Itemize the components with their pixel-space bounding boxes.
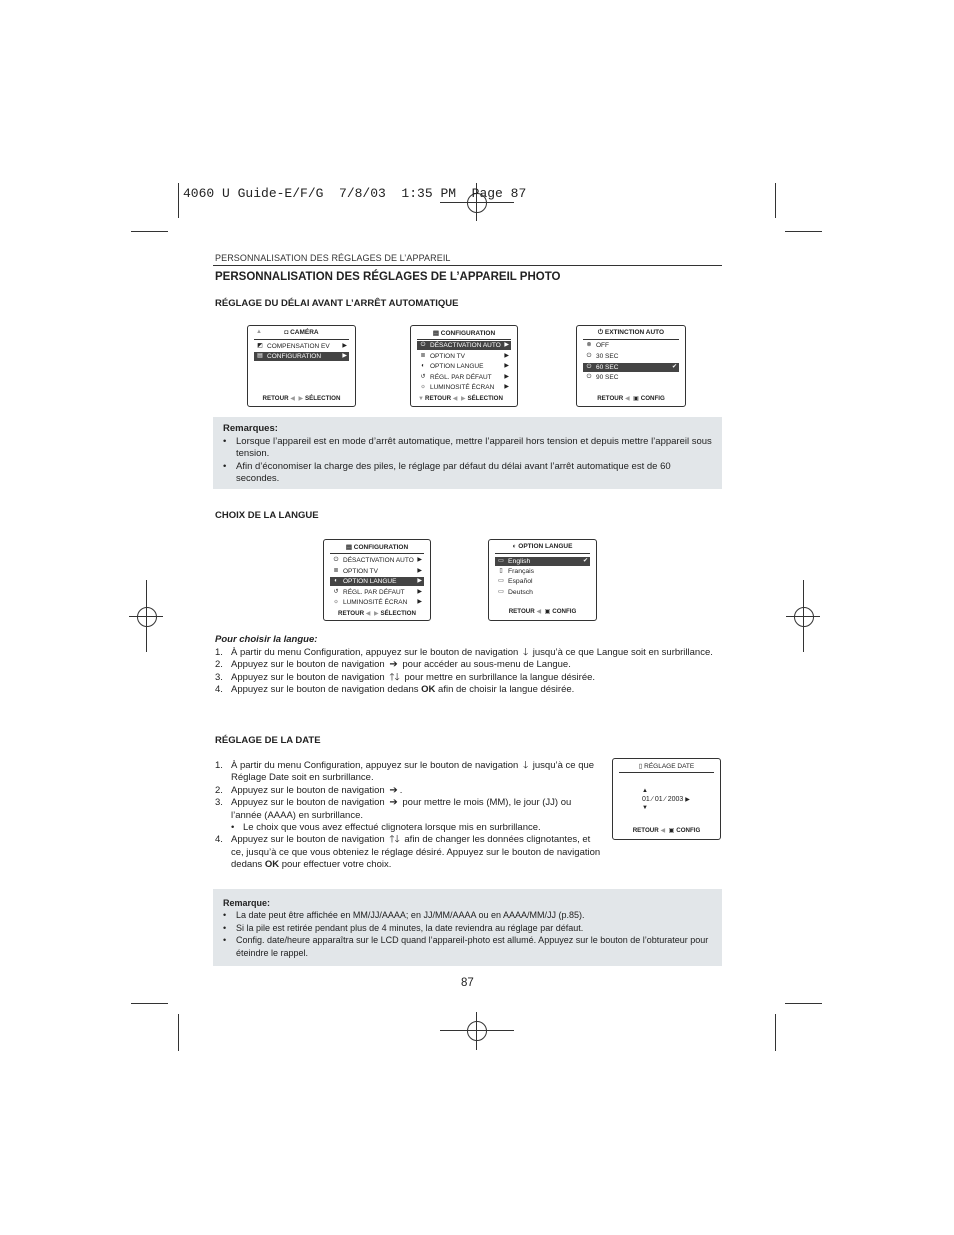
lcd-title-rule [495,553,590,554]
lcd-title: ▯ RÉGLAGE DATE [638,763,695,770]
config-icon: ▣ [544,608,551,615]
config-icon: ▤ [345,544,354,551]
registration-mark [440,202,514,203]
lcd-title-rule [417,339,511,340]
flag-icon: ▯ [499,568,503,574]
note-title: Remarques: [223,423,278,434]
left-arrow-icon: ◀ [365,610,371,617]
lcd-title-rule [254,339,349,340]
section-heading-auto-off: RÉGLAGE DU DÉLAI AVANT L’ARRÊT AUTOMATIQUE [215,298,459,309]
right-arrow-icon: ▶ [342,343,347,349]
step-item: 2. Appuyez sur le bouton de navigation ➔ pour accéder au sous-menu de Langue. [215,659,571,671]
note-item: • La date peut être affichée en MM/JJ/AAAA; en JJ/MM/AAAA ou en AAAA/MM/JJ (p.85). [223,909,712,921]
right-arrow-icon: ▶ [417,599,422,605]
left-arrow-icon: ◀ [452,395,458,402]
right-arrow-icon: ▶ [298,395,304,402]
power-icon: ⏻ [420,342,426,348]
page-number: 87 [461,977,474,989]
step-item: 4. Appuyez sur le bouton de navigation dedans OK afin de choisir la langue désirée. [215,684,575,696]
ev-icon: ◩ [257,343,263,349]
camera-icon: ◘ [284,329,291,336]
printer-slug: 4060 U Guide-E/F/G 7/8/03 1:35 PM Page 87 [183,186,527,201]
calendar-icon: ▯ [638,763,645,770]
lcd-date-setting [612,758,721,840]
note-box-auto-off [213,417,722,489]
lcd-menu-item: ⏻ 90 SEC [586,374,619,381]
flag-icon: ▭ [498,589,504,595]
crop-mark [775,183,776,218]
lcd-title: ⏻ EXTINCTION AUTO [597,329,665,336]
lcd-title-rule [330,553,424,554]
section-heading-date: RÉGLAGE DE LA DATE [215,735,321,746]
running-header: PERSONNALISATION DES RÉGLAGES DE L’APPAREIL [215,253,451,263]
lcd-menu-item: ↺ RÉGL. PAR DÉFAUT ▶ [333,588,422,596]
crop-mark [131,1003,168,1004]
lcd-menu-item-selected: ▤ CONFIGURATION ▶ [254,352,349,361]
crop-mark [785,1003,822,1004]
date-value: 01 ∕ 01 ∕ 2003 ▶ [642,796,690,803]
registration-mark [146,580,147,652]
right-arrow-icon: ▶ [504,363,509,369]
registration-mark [803,580,804,652]
lcd-menu-item: ◩ COMPENSATION EV ▶ [257,343,347,350]
lcd-menu-item: ⏻ DÉSACTIVATION AUTO ▶ [333,557,422,564]
lcd-menu-item: ▭ Deutsch [498,589,533,596]
crop-mark [178,183,179,218]
language-icon: ◐ [512,543,519,550]
lcd-camera-menu [247,325,356,407]
crop-mark [178,1014,179,1051]
note-item: • Lorsque l’appareil est en mode d’arrêt automatique, mettre l’appareil hors tension et depuis mettre l’appareil sous tension. [223,436,712,461]
config-icon: ▣ [633,395,640,402]
language-icon: ◐ [334,578,338,584]
lcd-footer: RETOUR ◀ ▣ CONFIG [508,608,577,615]
page-title: PERSONNALISATION DES RÉGLAGES DE L’APPAREIL PHOTO [215,271,561,283]
lcd-footer: RETOUR ◀ ▣ CONFIG [597,395,665,402]
down-arrow-icon: 🡓 [522,760,529,771]
power-icon: ⏻ [333,557,339,563]
right-arrow-icon: ▶ [504,342,509,348]
power-icon: ⏻ [586,374,592,380]
crop-mark [131,231,168,232]
left-arrow-icon: ◀ [536,608,542,615]
registration-mark [794,607,814,627]
registration-mark [137,607,157,627]
reset-icon: ↺ [333,588,339,595]
brightness-icon: ☼ [333,599,339,605]
note-item: • Si la pile est retirée pendant plus de 4 minutes, la date reviendra au réglage par défaut. [223,922,712,934]
lcd-title-rule [619,772,714,773]
note-box-date [213,889,722,966]
note-item: • Afin d’économiser la charge des piles, le réglage par défaut du délai avant l’arrêt automatique est de 60 secondes. [223,461,712,486]
flag-icon: ▭ [498,558,504,564]
language-steps [215,647,715,697]
lcd-menu-item: ⊗ OFF [586,342,609,349]
registration-mark [476,1012,477,1050]
right-arrow-icon: ▶ [417,567,422,574]
check-icon: ✔ [671,364,677,370]
lcd-menu-item: ☼ LUMINOSITÉ ÉCRAN ▶ [420,384,509,391]
step-item: 1. À partir du menu Configuration, appuyez sur le bouton de navigation 🡓 jusqu’à ce que Réglage Date soit en surbrillance. [215,760,595,784]
right-arrow-icon: ➔ [389,659,398,671]
config-icon: ▤ [432,330,441,337]
tv-icon: ≣ [420,352,426,359]
config-icon: ▤ [257,353,263,359]
right-arrow-icon: ▶ [417,578,422,584]
step-item: 4. Appuyez sur le bouton de navigation 🡑🡓 afin de changer les données clignotantes, et ce, jusqu’à ce que vous obteniez le réglage désiré. Appuyez sur le bouton de navigation dedans OK pour effectuer votre choix. [215,834,601,871]
right-arrow-icon: ➔ [389,784,398,796]
lcd-configuration-menu [410,325,518,407]
step-item: 1. À partir du menu Configuration, appuyez sur le bouton de navigation 🡓 jusqu’à ce que Langue soit en surbrillance. [215,647,713,658]
lcd-footer: RETOUR ◀ ▣ CONFIG [632,827,701,834]
lcd-menu-item: ☼ LUMINOSITÉ ÉCRAN ▶ [333,599,422,606]
lcd-menu-item: ▯ Français [495,567,590,576]
right-arrow-icon: ▶ [461,395,466,402]
lcd-auto-off-menu [576,325,686,407]
lcd-configuration-menu [323,539,431,621]
right-arrow-icon: ▶ [374,610,379,617]
step-item: 3. Appuyez sur le bouton de navigation 🡑🡓 pour mettre en surbrillance la langue désirée. [215,671,596,683]
lcd-language-menu [488,539,597,621]
step-item: 2. Appuyez sur le bouton de navigation ➔ . [215,784,403,796]
right-arrow-icon: ▶ [504,384,509,390]
lcd-menu-item-selected: ◐ OPTION LANGUE ▶ [330,577,424,586]
lcd-title: ◘ CAMÉRA [284,329,319,336]
note-title: Remarque: [223,898,271,908]
flag-icon: ▭ [498,578,504,584]
lcd-title: ▤ CONFIGURATION [432,330,496,337]
power-icon: ⏻ [597,329,605,336]
right-arrow-icon: ▶ [685,797,690,803]
right-arrow-icon: ▶ [417,588,422,595]
note-item: • Config. date/heure apparaîtra sur le LCD quand l’appareil-photo est allumé. Appuyez sur le bouton de l’obturateur pour éteindre le rappel. [223,934,712,959]
header-rule [213,265,722,266]
lcd-menu-item: ◐ OPTION LANGUE ▶ [417,362,511,371]
registration-mark [440,1030,514,1031]
section-heading-language: CHOIX DE LA LANGUE [215,510,319,521]
reset-icon: ↺ [420,373,426,380]
lcd-menu-item-selected: ⏻ DÉSACTIVATION AUTO ▶ [417,341,511,350]
down-arrow-icon: ▼ [642,805,648,811]
registration-mark [467,1021,487,1041]
lcd-footer: RETOUR ◀ ▶ SÉLECTION [425,395,503,402]
lcd-footer: RETOUR ◀ ▶ SÉLECTION [338,610,416,617]
date-steps [215,760,601,872]
power-icon: ⏻ [586,353,592,359]
lcd-title: ◐ OPTION LANGUE [512,543,573,550]
step-sub-bullet: • Le choix que vous avez effectué clignotera lorsque mis en surbrillance. [231,822,541,834]
lcd-menu-item: ▭ Español [498,578,533,585]
left-arrow-icon: ◀ [624,395,630,402]
power-icon: ⏻ [586,364,592,370]
right-arrow-icon: ▶ [417,557,422,563]
left-arrow-icon: ◀ [290,395,296,402]
right-arrow-icon: ▶ [504,352,509,359]
down-arrow-icon: 🡓 [522,647,529,658]
lcd-menu-item: ≣ OPTION TV ▶ [333,567,422,575]
subheading-choose-language: Pour choisir la langue: [215,634,318,645]
left-arrow-icon: ◀ [660,827,666,834]
crop-mark [785,231,822,232]
lcd-menu-item: ≣ OPTION TV ▶ [420,352,509,360]
off-icon: ⊗ [586,342,592,348]
check-icon: ✔ [582,558,588,564]
up-arrow-icon: ▲ [256,329,262,335]
step-item: 3. Appuyez sur le bouton de navigation ➔ pour mettre le mois (MM), le jour (JJ) ou l’année (AAAA) en surbrillance. [215,797,572,821]
lcd-menu-item-selected: ▭ English ✔ [495,557,590,566]
tv-icon: ≣ [333,567,339,574]
lcd-menu-item-selected: ⏻ 60 SEC ✔ [583,363,679,372]
down-arrow-icon: ▼ [418,396,424,402]
config-icon: ▣ [668,827,675,834]
lcd-title-rule [583,339,679,340]
brightness-icon: ☼ [420,384,426,390]
up-arrow-icon: ▲ [642,788,648,794]
language-icon: ◐ [421,363,425,369]
up-down-arrow-icon: 🡑🡓 [389,671,400,683]
right-arrow-icon: ➔ [389,797,398,809]
lcd-menu-item: ↺ RÉGL. PAR DÉFAUT ▶ [420,373,509,381]
right-arrow-icon: ▶ [342,353,347,359]
lcd-footer: RETOUR ◀ ▶ SÉLECTION [262,395,341,402]
up-down-arrow-icon: 🡑🡓 [389,834,400,846]
crop-mark [775,1014,776,1051]
right-arrow-icon: ▶ [504,373,509,380]
lcd-menu-item: ⏻ 30 SEC [586,353,619,360]
lcd-title: ▤ CONFIGURATION [345,544,409,551]
